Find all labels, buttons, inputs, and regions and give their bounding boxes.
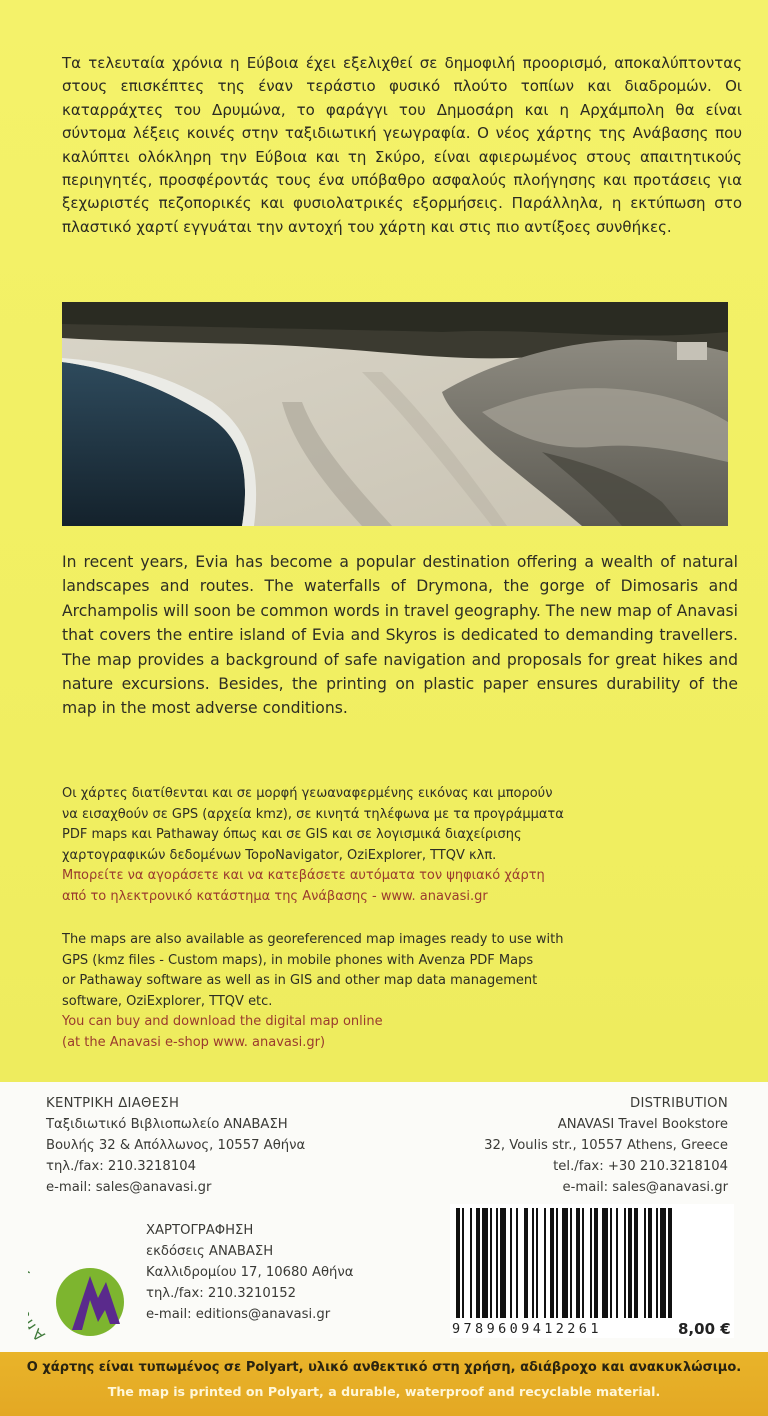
store-phone: tel./fax: +30 210.3218104: [553, 1159, 728, 1174]
barcode-bar: [516, 1208, 518, 1318]
info-line: or Pathaway software as well as in GIS and other map data management: [62, 973, 538, 989]
barcode-bar: [532, 1208, 534, 1318]
barcode-bar: [500, 1208, 506, 1318]
barcode-bar: [570, 1208, 572, 1318]
barcode-bar: [660, 1208, 666, 1318]
barcode-bar: [496, 1208, 498, 1318]
store-address: Βουλής 32 & Απόλλωνος, 10557 Αθήνα: [46, 1138, 306, 1153]
barcode-bar: [462, 1208, 464, 1318]
logo-text: A: [28, 1323, 49, 1345]
barcode-bar: [562, 1208, 568, 1318]
barcode-bar: [648, 1208, 652, 1318]
barcode-bar: [490, 1208, 492, 1318]
barcode-bar: [544, 1208, 546, 1318]
greek-description: Τα τελευταία χρόνια η Εύβοια έχει εξελιχθεί σε δημοφιλή προορισμό, αποκαλύπτοντας στους επισκέπτες της έναν τεράστιο φυσικό πλούτο τοπίων και διαδρομών. Οι καταρράχτες του Δρυμώνα, το φαράγγι του Δημοσάρη και η Αρχάμπολη θα είναι σύντομα λέξεις κοινές στην ταξιδιωτική γεωγραφία. Ο νέος χάρτης της Ανάβασης που καλύπτει ολόκληρη την Εύβοια και τη Σκύρο, είναι αφιερωμένος στους απαιτητικούς περιηγητές, προσφέροντάς τους ένα υπόβαθρο ασφαλούς πλοήγησης και προτάσεις για ξεχωριστές πεζοπορικές και φυσιολατρικές εξορμήσεις. Παράλληλα, η εκτύπωση στο πλαστικό χαρτί εγγυάται την αντοχή του χάρτη και στις πιο αντίξοες συνθήκες.: [62, 54, 742, 236]
distribution-heading: ΚΕΝΤΡΙΚΗ ΔΙΑΘΕΣΗ: [46, 1096, 180, 1111]
svg-text:Anavasi: [28, 1263, 48, 1345]
eshop-line: από το ηλεκτρονικό κατάστημα της Ανάβασης - www. anavasi.gr: [62, 888, 488, 904]
barcode-bar: [550, 1208, 554, 1318]
barcode-bar: [594, 1208, 598, 1318]
cartography-info: [146, 1220, 353, 1325]
eshop-line: You can buy and download the digital map online: [62, 1014, 383, 1030]
store-name: ANAVASI Travel Bookstore: [557, 1117, 728, 1132]
info-line: Οι χάρτες διατίθενται και σε μορφή γεωαναφερμένης εικόνας και μπορούν: [62, 786, 553, 801]
distribution-greek: [46, 1093, 305, 1198]
store-name: Ταξιδιωτικό Βιβλιοπωλείο ΑΝΑΒΑΣΗ: [46, 1117, 288, 1132]
store-email: e-mail: sales@anavasi.gr: [46, 1180, 212, 1195]
publisher-email: e-mail: editions@anavasi.gr: [146, 1307, 331, 1322]
barcode-bar: [610, 1208, 612, 1318]
anavasi-logo: [28, 1226, 138, 1346]
barcode-bar: [668, 1208, 672, 1318]
info-line: χαρτογραφικών δεδομένων TopoNavigator, OziExplorer, TTQV κλπ.: [62, 847, 497, 863]
publisher-phone: τηλ./fax: 210.3210152: [146, 1286, 296, 1301]
isbn-number: 9789609412261: [452, 1321, 602, 1337]
barcode-bar: [524, 1208, 528, 1318]
info-line: software, OziExplorer, TTQV etc.: [62, 993, 273, 1009]
barcode-bar: [510, 1208, 512, 1318]
barcode-bar: [582, 1208, 584, 1318]
english-description: In recent years, Evia has become a popular destination offering a wealth of natural landscapes and routes. The waterfalls of Drymona, the gorge of Dimosaris and Archampolis will soon be common words in travel geography. The new map of Anavasi that covers the entire island of Evia and Skyros is dedicated to demanding travellers. The map provides a background of safe navigation and proposals for great hikes and nature excursions. Besides, the printing on plastic paper ensures durability of the map in the most adverse conditions.: [62, 553, 738, 718]
barcode-bar: [634, 1208, 638, 1318]
eshop-line: Μπορείτε να αγοράσετε και να κατεβάσετε αυτόματα τον ψηφιακό χάρτη: [62, 868, 545, 884]
eshop-line: (at the Anavasi e-shop www. anavasi.gr): [62, 1034, 326, 1050]
distribution-heading: DISTRIBUTION: [629, 1096, 728, 1111]
barcode-bar: [456, 1208, 460, 1318]
barcode-bar: [628, 1208, 632, 1318]
cartography-heading: ΧΑΡΤΟΓΡΑΦΗΣΗ: [146, 1223, 254, 1238]
barcode-bar: [536, 1208, 538, 1318]
publisher-name: εκδόσεις ΑΝΑΒΑΣΗ: [146, 1244, 274, 1259]
footer-greek: Ο χάρτης είναι τυπωμένος σε Polyart, υλικό ανθεκτικό στη χρήση, αδιάβροχο και ανακυκλώσιμο.: [26, 1360, 742, 1375]
barcode-bar: [556, 1208, 558, 1318]
digital-info-english: [62, 930, 742, 1054]
barcode-bar: [476, 1208, 480, 1318]
store-email: e-mail: sales@anavasi.gr: [562, 1180, 728, 1195]
barcode-bar: [644, 1208, 646, 1318]
barcode-bar: [576, 1208, 580, 1318]
distribution-english: [484, 1093, 728, 1198]
barcode-bar: [590, 1208, 592, 1318]
barcode: [450, 1204, 734, 1338]
store-phone: τηλ./fax: 210.3218104: [46, 1159, 196, 1174]
digital-info-greek: [62, 784, 742, 908]
info-line: GPS (kmz files - Custom maps), in mobile phones with Avenza PDF Maps: [62, 952, 534, 968]
info-line: PDF maps και Pathaway όπως και σε GIS και σε λογισμικά διαχείρισης: [62, 827, 522, 843]
barcode-bar: [602, 1208, 608, 1318]
price-label: 8,00 €: [678, 1320, 731, 1338]
info-line: The maps are also available as georeferenced map images ready to use with: [62, 932, 564, 947]
store-address: 32, Voulis str., 10557 Athens, Greece: [484, 1138, 728, 1153]
beach-photo: [62, 302, 728, 526]
footer-english: The map is printed on Polyart, a durable, waterproof and recyclable material.: [107, 1384, 661, 1399]
barcode-bar: [656, 1208, 658, 1318]
barcode-bar: [624, 1208, 626, 1318]
barcode-bar: [470, 1208, 472, 1318]
barcode-bar: [616, 1208, 618, 1318]
info-line: να εισαχθούν σε GPS (αρχεία kmz), σε κινητά τηλέφωνα με τα προγράμματα: [62, 806, 564, 822]
publisher-address: Καλλιδρομίου 17, 10680 Αθήνα: [146, 1265, 354, 1280]
barcode-bar: [482, 1208, 488, 1318]
